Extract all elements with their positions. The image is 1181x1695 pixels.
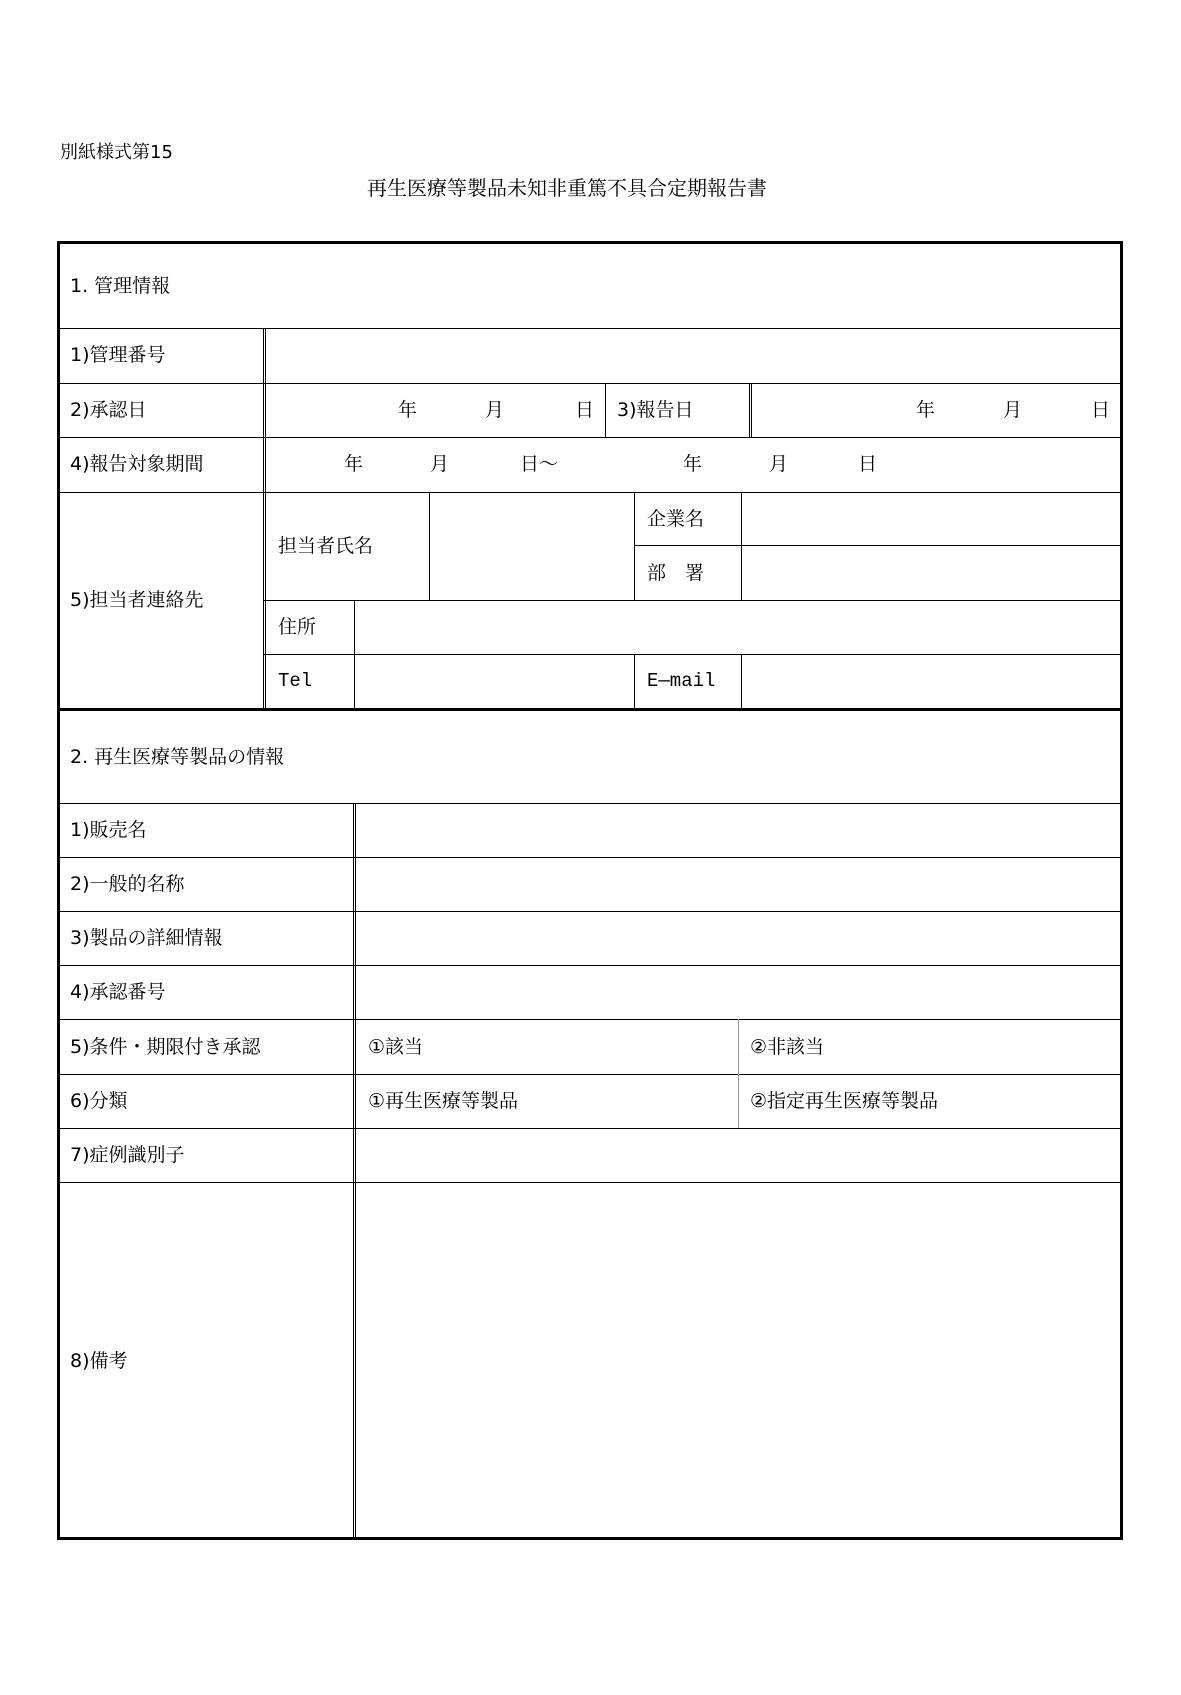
label-contact: 5)担当者連絡先 [70,589,204,611]
label-mgmt-number: 1)管理番号 [70,344,166,366]
label-period: 4)報告対象期間 [70,453,204,475]
email-field[interactable] [742,655,1120,708]
option-not-applicable[interactable]: ②非該当 [750,1036,825,1058]
period-start-day: 日～ [520,453,559,475]
option-designated-regenerative-product[interactable]: ②指定再生医療等製品 [750,1090,939,1112]
address-field[interactable] [355,601,1120,653]
label-report-date: 3)報告日 [617,399,694,421]
section1-heading: 1. 管理情報 [70,275,171,297]
approval-day: 日 [575,399,595,421]
label-product-details: 3)製品の詳細情報 [70,927,223,949]
option-applicable[interactable]: ①該当 [368,1036,424,1058]
period-end-day: 日 [858,453,878,475]
product-details-field[interactable] [357,912,1120,964]
page-title: 再生医療等製品未知非重篤不具合定期報告書 [367,176,767,200]
label-department: 部 署 [647,562,705,584]
sales-name-field[interactable] [357,804,1120,856]
label-email: E—mail [647,670,716,692]
period-end-year: 年 [683,453,703,475]
report-date-field[interactable] [753,384,1120,436]
company-field[interactable] [742,493,1120,544]
mgmt-number-field[interactable] [267,329,1120,382]
case-identifier-field[interactable] [357,1129,1120,1181]
remarks-field[interactable] [357,1183,1120,1537]
label-case-identifier: 7)症例識別子 [70,1144,185,1166]
label-company: 企業名 [647,508,705,530]
department-field[interactable] [742,546,1120,599]
tel-field[interactable] [355,655,633,708]
person-name-field[interactable] [430,493,633,599]
label-remarks: 8)備考 [70,1350,128,1372]
section2-heading: 2. 再生医療等製品の情報 [70,746,285,768]
label-sales-name: 1)販売名 [70,819,147,841]
approval-year: 年 [398,399,418,421]
approval-date-field[interactable] [267,384,604,436]
label-conditional-approval: 5)条件・期限付き承認 [70,1036,261,1058]
report-day: 日 [1091,399,1111,421]
approval-month: 月 [485,399,505,421]
label-generic-name: 2)一般的名称 [70,873,185,895]
period-start-month: 月 [430,453,450,475]
form-code: 別紙様式第15 [60,142,173,163]
generic-name-field[interactable] [357,858,1120,910]
label-tel: Tel [278,670,313,692]
approval-number-field[interactable] [357,966,1120,1018]
label-classification: 6)分類 [70,1090,128,1112]
label-person-name: 担当者氏名 [278,535,374,557]
option-regenerative-product[interactable]: ①再生医療等製品 [368,1090,519,1112]
report-year: 年 [916,399,936,421]
label-approval-number: 4)承認番号 [70,981,166,1003]
report-month: 月 [1003,399,1023,421]
label-address: 住所 [278,616,317,638]
period-end-month: 月 [769,453,789,475]
period-start-year: 年 [344,453,364,475]
label-approval-date: 2)承認日 [70,399,147,421]
